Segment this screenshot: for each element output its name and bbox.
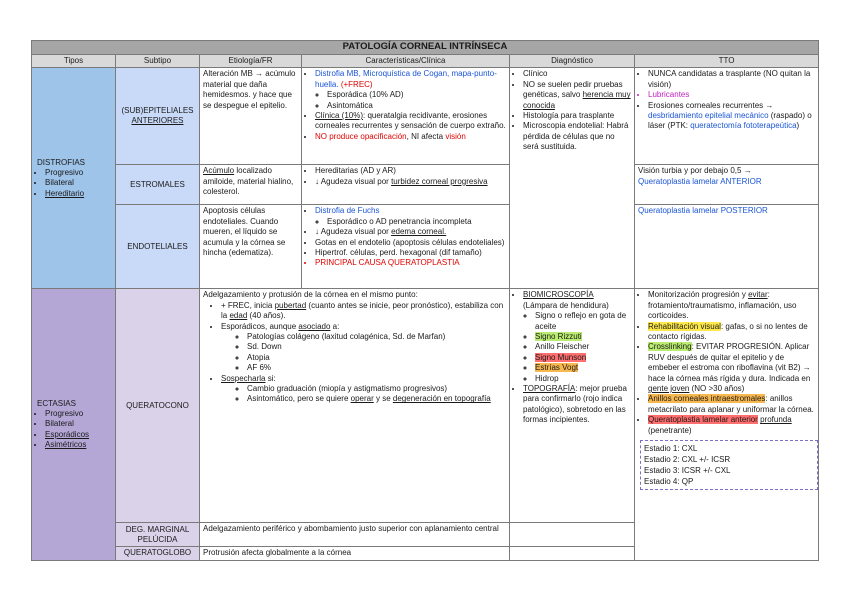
header-diagnostico: Diagnóstico bbox=[510, 55, 635, 68]
diag-sign: Estrías Vogt bbox=[535, 363, 579, 373]
tto-item: Erosiones corneales recurrentes → bbox=[648, 100, 774, 110]
tto-text: Rehabilitación visual bbox=[648, 321, 721, 331]
car-subitem: ◦ Esporádico o AD penetrancia incompleta bbox=[327, 217, 506, 227]
tto-text: evitar bbox=[748, 290, 768, 300]
tto-text: Queratoplastia lamelar anterior bbox=[648, 415, 758, 425]
tto-text: Monitorización progresión y bbox=[648, 290, 746, 300]
etiologia-cell bbox=[200, 165, 302, 205]
tto-text: gente joven bbox=[648, 384, 690, 394]
tto-item: Queratoplastia lamelar ANTERIOR bbox=[638, 176, 762, 186]
caracteristicas-cell bbox=[302, 205, 510, 289]
caracteristicas-cell bbox=[302, 68, 510, 165]
diag-item: herencia muy conocida bbox=[523, 90, 631, 110]
desc-line: Adelgazamiento y protusión de la córnea en el mismo punto: bbox=[203, 290, 418, 300]
header-tto: TTO bbox=[635, 55, 819, 68]
diagnostico-empty bbox=[510, 547, 635, 560]
tto-text: : frotamiento/traumatismo, inflamación, uso corticoides. bbox=[648, 290, 797, 321]
tto-item: • Lubricantes bbox=[648, 90, 815, 100]
diag-item: TOPOGRAFÍA bbox=[523, 384, 576, 394]
desc-text: edad bbox=[229, 311, 248, 321]
car-item: • PRINCIPAL CAUSA QUERATOPLASTIA bbox=[315, 258, 506, 268]
car-text: Distrofia MB, Microquística de Cogan, mapa-punto-huella. bbox=[315, 69, 497, 89]
diag-item: NO se suelen pedir pruebas genéticas, salvo bbox=[523, 79, 623, 100]
desc-subitem: ◦ Sd. Down bbox=[247, 342, 506, 352]
tto-text: (NO >30 años) bbox=[691, 384, 745, 394]
desc-text: y se bbox=[375, 394, 391, 404]
diag-item: : mejor prueba para confirmarlo (rojo indica patológico), sobretodo en las formas incipientes. bbox=[523, 384, 627, 425]
subtype-anteriores bbox=[116, 68, 200, 165]
tto-item: Visión turbia y por debajo 0,5 → bbox=[638, 166, 752, 176]
desc-text: asociado bbox=[298, 321, 331, 331]
diag-sign: Signo Rizzuti bbox=[535, 332, 582, 342]
tto-text: : gafas, o si no lentes de contacto rígidas. bbox=[648, 321, 808, 342]
group-bullet: • Progresivo bbox=[45, 409, 112, 419]
car-item: • Hereditarias (AD y AR) bbox=[315, 166, 506, 176]
header-caracteristicas: Características/Clínica bbox=[302, 55, 510, 68]
etiologia-cell: Apoptosis células endoteliales. Cuando mueren, el líquido se acumula y la córnea se hincha (edematiza). bbox=[200, 205, 302, 289]
car-text: Clínica (10%) bbox=[315, 111, 364, 121]
car-text: visión bbox=[445, 131, 466, 141]
diag-item: • Microscopia endotelial: Habrá pérdida de células que no será sustituida. bbox=[523, 121, 631, 152]
queratoglobo-text: Protrusión afecta globalmente a la córnea bbox=[200, 547, 510, 560]
subtype-line: (SUB)EPITELIALES bbox=[121, 106, 194, 115]
table-title: PATOLOGÍA CORNEAL INTRÍNSECA bbox=[32, 41, 819, 55]
group-bullet: • Bilateral bbox=[45, 178, 112, 188]
tto-item: • NUNCA candidatas a trasplante (NO quitan la visión) bbox=[648, 69, 815, 90]
degeneracion-text: Adelgazamiento periférico y abombamiento justo superior con aplanamiento central bbox=[200, 523, 510, 547]
car-text: ↓ Agudeza visual por bbox=[315, 227, 389, 237]
tto-item: queratectomía fototerapeútica bbox=[690, 121, 797, 131]
desc-text: (cuanto antes se inicie, peor pronóstico), estabiliza con la bbox=[221, 300, 504, 321]
diag-item: (Lámpara de hendidura) bbox=[523, 300, 609, 310]
desc-text: operar bbox=[350, 394, 374, 404]
tto-item: desbridamiento epitelial mecánico bbox=[648, 111, 769, 121]
car-item: • Hipertrof. células, perd. hexagonal (dif tamaño) bbox=[315, 248, 506, 258]
stage-item: Estadio 1: CXL bbox=[644, 444, 698, 454]
car-text: edema corneal. bbox=[391, 227, 447, 237]
group-bullet: • Bilateral bbox=[45, 419, 112, 429]
car-text: (+FREC) bbox=[340, 79, 373, 89]
row-anteriores bbox=[32, 68, 819, 165]
row-endoteliales bbox=[32, 205, 819, 289]
car-text: NO produce bbox=[315, 131, 359, 141]
tto-text: (penetrante) bbox=[648, 425, 692, 435]
diagnostico-empty bbox=[510, 523, 635, 547]
group-name: DISTROFIAS bbox=[37, 157, 86, 167]
subtype-queratoglobo: QUERATOGLOBO bbox=[116, 547, 200, 560]
desc-text: pubertad bbox=[274, 300, 307, 310]
car-text: Distrofia de Fuchs bbox=[315, 206, 380, 216]
desc-text: degeneración en topografía bbox=[392, 394, 491, 404]
tto-cell bbox=[635, 165, 819, 205]
diagnostico-cell bbox=[510, 289, 635, 523]
caracteristicas-cell bbox=[302, 165, 510, 205]
car-text: opacificación bbox=[360, 131, 407, 141]
car-subitem: ◦ Asintomática bbox=[327, 101, 506, 111]
group-name: ECTASIAS bbox=[37, 398, 76, 408]
tto-cell bbox=[635, 68, 819, 165]
car-text: turbidez corneal progresiva bbox=[391, 176, 488, 186]
stage-item: Estadio 4: QP bbox=[644, 477, 694, 487]
group-bullet: • Progresivo bbox=[45, 168, 112, 178]
tto-cell: Queratoplastia lamelar POSTERIOR bbox=[635, 205, 819, 289]
queratocono-description bbox=[200, 289, 510, 523]
tto-text: : EVITAR PROGRESIÓN. Aplicar RUV después de quitar el epitelio y de embeber el estroma con riboflavina (vit B2) → hace la córnea más rígida y dura. Indicada en bbox=[648, 342, 811, 383]
tto-text: : anillos metacrilato para aplanar y uniformar la córnea. bbox=[648, 394, 814, 414]
desc-subitem: ◦ AF 6% bbox=[247, 363, 506, 373]
desc-subitem: ◦ Cambio graduación (miopía y astigmatismo progresivos) bbox=[247, 384, 506, 394]
subtype-estromales: ESTROMALES bbox=[116, 165, 200, 205]
desc-text: + FREC, inicia bbox=[221, 300, 273, 310]
tto-text: profunda bbox=[760, 415, 792, 425]
header-tipos: Tipos bbox=[32, 55, 116, 68]
subtype-degeneracion: DEG. MARGINAL PELÚCIDA bbox=[116, 523, 200, 547]
etiologia-cell: Alteración MB → acúmulo material que daña hemidesmos. y hace que se despegue el epitelio. bbox=[200, 68, 302, 165]
desc-text: (40 años). bbox=[249, 311, 286, 321]
diag-item: • Histología para trasplante bbox=[523, 111, 631, 121]
desc-subitem: ◦ Patologías colágeno (laxitud colagénica, Sd. de Marfan) bbox=[247, 332, 506, 342]
header-subtipo: Subtipo bbox=[116, 55, 200, 68]
car-text: : queratalgia recidivante, erosiones corneales recurrentes y sensación de cuerpo extraño. bbox=[315, 111, 506, 131]
desc-text: Sospecharla bbox=[221, 373, 266, 383]
row-queratocono bbox=[32, 289, 819, 523]
desc-text: a: bbox=[332, 321, 340, 331]
stages-box bbox=[640, 440, 818, 490]
car-text: ↓ Agudeza visual por bbox=[315, 176, 389, 186]
group-distrofias bbox=[32, 68, 116, 289]
car-subitem: ◦ Esporádica (10% AD) bbox=[327, 90, 506, 100]
subtype-line: ANTERIORES bbox=[131, 116, 184, 126]
desc-text: Asintomático, pero se quiere bbox=[247, 394, 349, 404]
tto-cell bbox=[635, 289, 819, 560]
tto-text: Crosslinking bbox=[648, 342, 692, 352]
group-ectasias bbox=[32, 289, 116, 560]
group-bullet: • Asimétricos bbox=[45, 440, 112, 450]
row-estromales bbox=[32, 165, 819, 205]
diag-item: • Clínico bbox=[523, 69, 631, 79]
tto-item: ) bbox=[796, 121, 800, 131]
tto-text: Anillos corneales intraestromales bbox=[648, 394, 766, 404]
car-text: , NI afecta bbox=[406, 131, 444, 141]
etio-text: localizado amiloide, material hialino, colesterol. bbox=[203, 166, 294, 197]
group-bullet: • Hereditario bbox=[45, 189, 112, 199]
corneal-pathology-table bbox=[31, 40, 819, 561]
desc-text: si: bbox=[267, 373, 276, 383]
etio-text: Acúmulo bbox=[203, 166, 235, 176]
diag-sign: ◦ Hidrop bbox=[535, 374, 631, 384]
stage-item: Estadio 2: CXL +/- ICSR bbox=[644, 455, 731, 465]
diag-sign: ◦ Signo o reflejo en gota de aceite bbox=[535, 311, 631, 332]
desc-text: Esporádicos, aunque bbox=[221, 321, 297, 331]
diag-sign: Signo Munson bbox=[535, 352, 587, 362]
stage-item: Estadio 3: ICSR +/- CXL bbox=[644, 466, 731, 476]
diagnostico-cell bbox=[510, 68, 635, 289]
header-etiologia: Etiología/FR bbox=[200, 55, 302, 68]
subtype-queratocono: QUERATOCONO bbox=[116, 289, 200, 523]
desc-subitem: ◦ Atopia bbox=[247, 353, 506, 363]
diag-item: BIOMICROSCOPÍA bbox=[523, 290, 594, 300]
subtype-endoteliales: ENDOTELIALES bbox=[116, 205, 200, 289]
tto-item: (raspado) o láser (PTK: bbox=[648, 111, 812, 131]
group-bullet: • Esporádicos bbox=[45, 430, 112, 440]
diag-sign: ◦ Anillo Fleischer bbox=[535, 342, 631, 352]
car-item: • Gotas en el endotelio (apoptosis células endoteliales) bbox=[315, 238, 506, 248]
